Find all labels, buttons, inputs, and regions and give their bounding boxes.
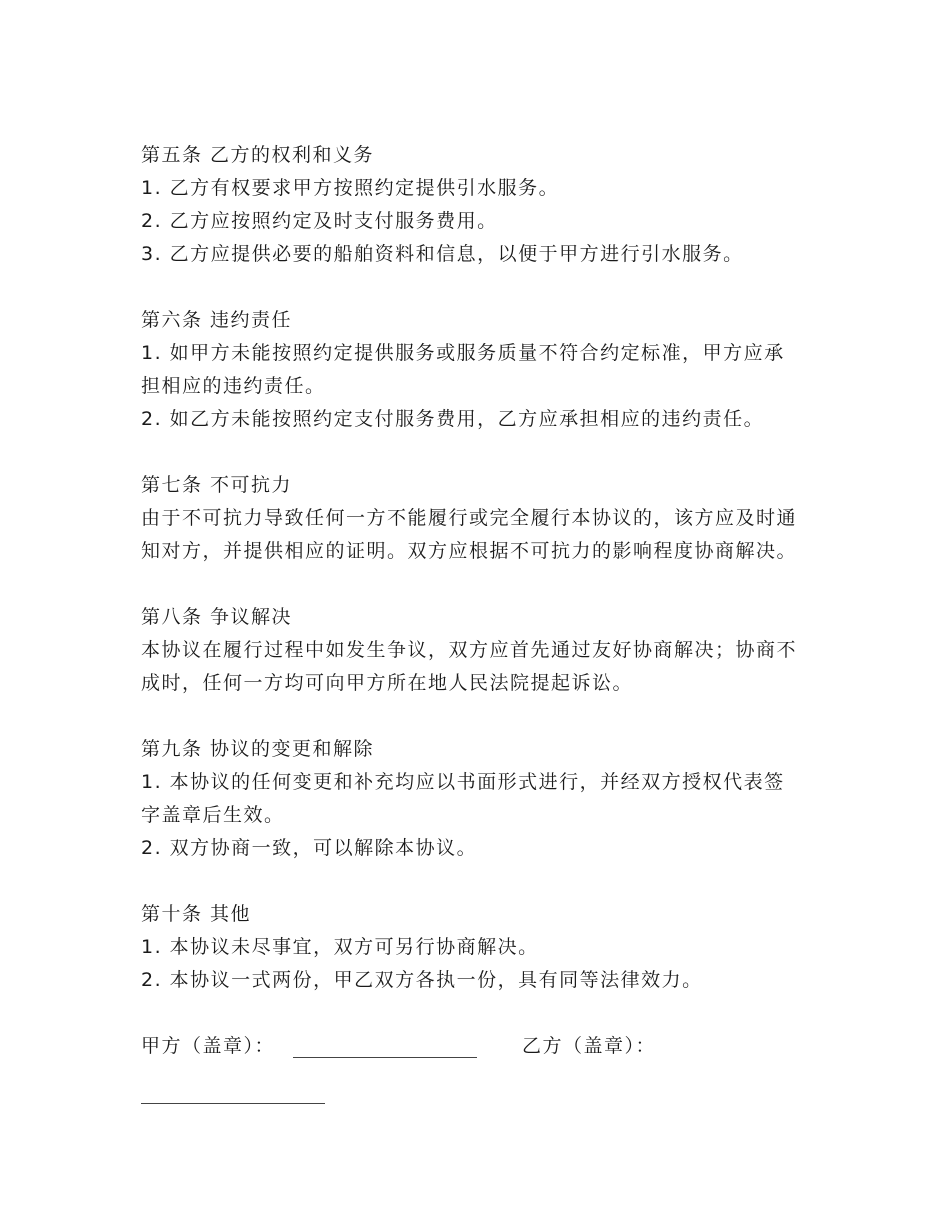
article-9 <box>141 733 811 865</box>
article-item: 2. 本协议一式两份，甲乙双方各执一份，具有同等法律效力。 <box>141 969 703 991</box>
article-item: 3. 乙方应提供必要的船舶资料和信息，以便于甲方进行引水服务。 <box>141 243 744 265</box>
party-a-seal-label: 甲方（盖章）： <box>141 1035 276 1057</box>
article-paragraph: 本协议在履行过程中如发生争议，双方应首先通过友好协商解决；协商不成时，任何一方均可向甲方所在地人民法院提起诉讼。 <box>141 639 798 694</box>
signature-row <box>141 1030 811 1063</box>
article-10 <box>141 898 811 997</box>
article-heading: 第六条 违约责任 <box>141 309 293 331</box>
article-8 <box>141 601 811 700</box>
article-item: 1. 本协议未尽事宜，双方可另行协商解决。 <box>141 936 539 958</box>
article-6 <box>141 304 811 436</box>
article-heading: 第八条 争议解决 <box>141 606 293 628</box>
article-item: 2. 如乙方未能按照约定支付服务费用，乙方应承担相应的违约责任。 <box>141 408 765 430</box>
article-item: 2. 乙方应按照约定及时支付服务费用。 <box>141 210 498 232</box>
party-b-seal-label: 乙方（盖章）： <box>522 1035 657 1057</box>
article-paragraph: 由于不可抗力导致任何一方不能履行或完全履行本协议的，该方应及时通知对方，并提供相应的证明。双方应根据不可抗力的影响程度协商解决。 <box>141 507 798 562</box>
article-heading: 第十条 其他 <box>141 903 252 925</box>
document-body <box>141 139 811 1063</box>
article-5 <box>141 139 811 271</box>
article-item: 1. 乙方有权要求甲方按照约定提供引水服务。 <box>141 177 560 199</box>
article-item: 1. 如甲方未能按照约定提供服务或服务质量不符合约定标准，甲方应承担相应的违约责任。 <box>141 342 785 397</box>
article-heading: 第五条 乙方的权利和义务 <box>141 144 375 166</box>
article-heading: 第九条 协议的变更和解除 <box>141 738 375 760</box>
party-a-signature-line <box>293 1057 477 1058</box>
article-item: 1. 本协议的任何变更和补充均应以书面形式进行，并经双方授权代表签字盖章后生效。 <box>141 771 785 826</box>
article-7 <box>141 469 811 568</box>
article-item: 2. 双方协商一致，可以解除本协议。 <box>141 837 478 859</box>
party-b-signature-line <box>141 1103 325 1104</box>
article-heading: 第七条 不可抗力 <box>141 474 293 496</box>
